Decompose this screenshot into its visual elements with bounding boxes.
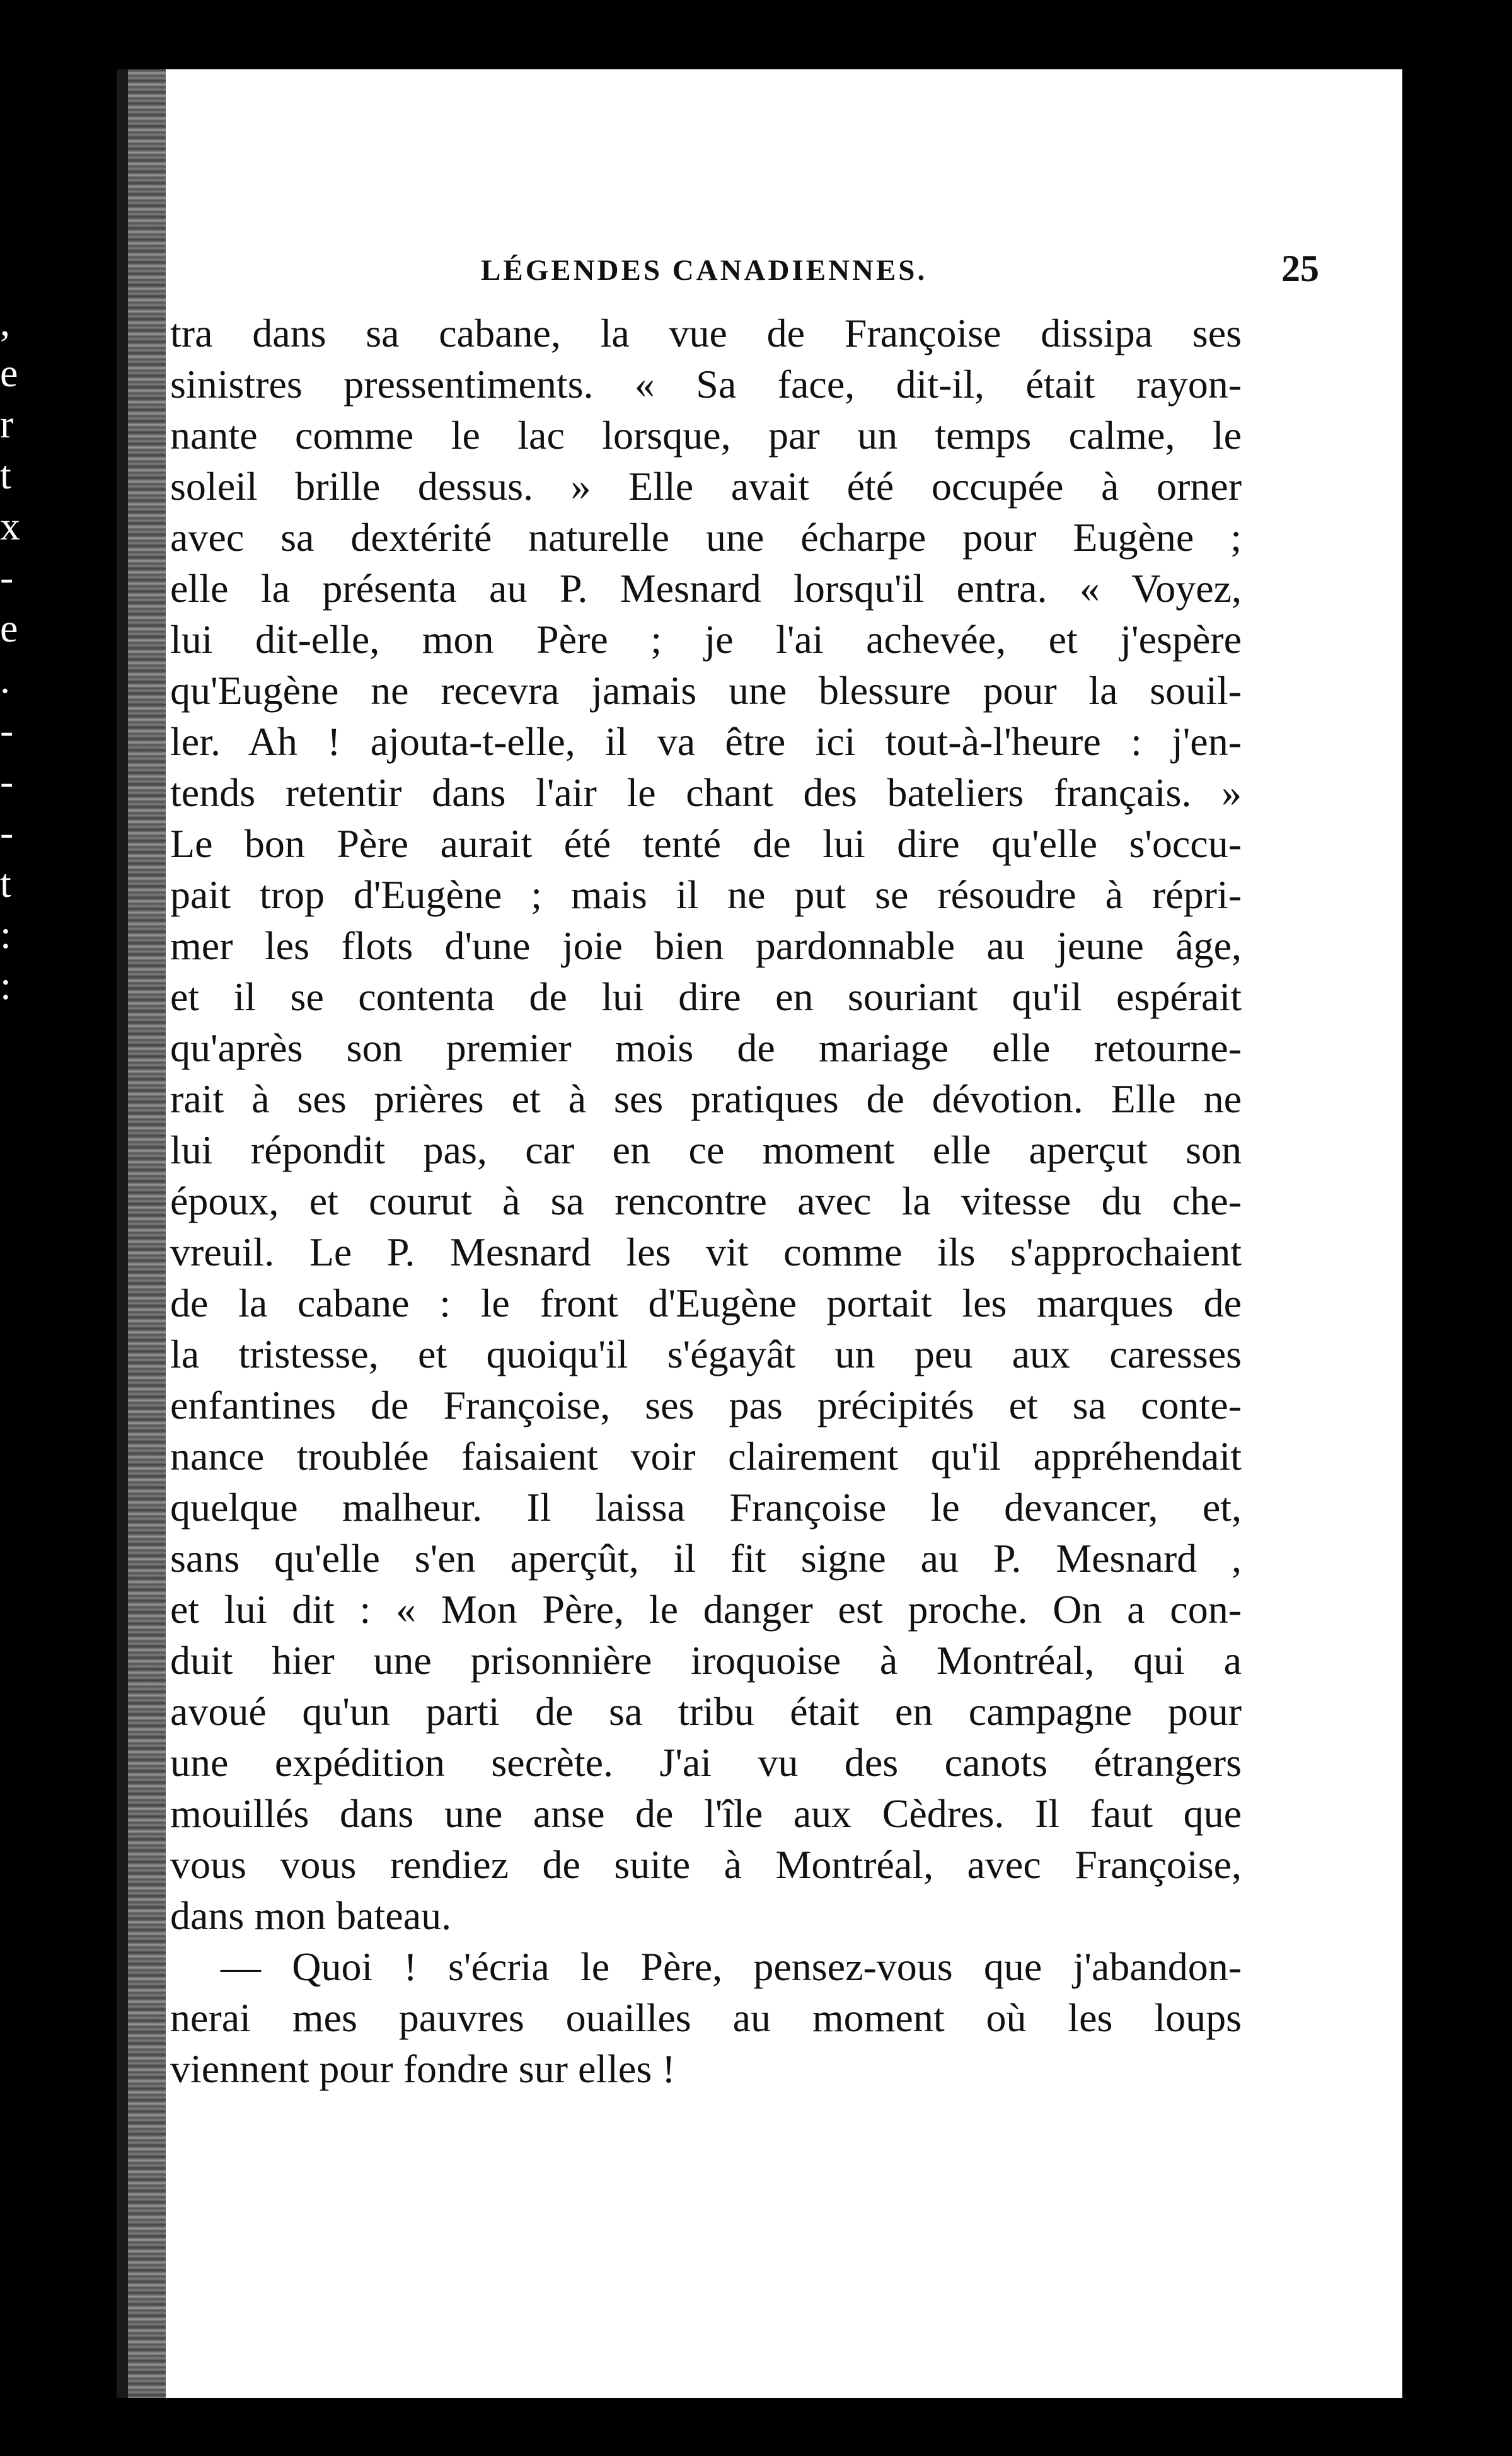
- text-line: rait à ses prières et à ses pratiques de dévotion. Elle ne: [170, 1076, 1242, 1121]
- facing-page-fragment: -: [0, 810, 14, 855]
- facing-page-fragment: e: [0, 350, 18, 395]
- facing-page-fragment: :: [0, 963, 11, 1008]
- text-line: nance troublée faisaient voir clairement qu'il appréhendait: [170, 1434, 1242, 1479]
- text-line: lui répondit pas, car en ce moment elle aperçut son: [170, 1127, 1242, 1172]
- text-line: ler. Ah ! ajouta-t-elle, il va être ici tout-à-l'heure : j'en-: [170, 719, 1242, 764]
- facing-page-fragment: -: [0, 555, 14, 599]
- facing-page-fragment: r: [0, 401, 14, 446]
- text-line: nerai mes pauvres ouailles au moment où les loups: [170, 1995, 1242, 2040]
- text-line: mouillés dans une anse de l'île aux Cèdres. Il faut que: [170, 1791, 1242, 1836]
- facing-page-fragment: :: [0, 912, 11, 957]
- text-line: une expédition secrète. J'ai vu des canots étrangers: [170, 1740, 1242, 1785]
- text-line: soleil brille dessus. » Elle avait été occupée à orner: [170, 464, 1242, 509]
- body-text: [170, 308, 1242, 2094]
- facing-page-fragment: t: [0, 453, 11, 497]
- text-line: de la cabane : le front d'Eugène portait les marques de: [170, 1281, 1242, 1325]
- text-line: dans mon bateau.: [170, 1893, 452, 1938]
- text-line: quelque malheur. Il laissa Françoise le devancer, et,: [170, 1485, 1242, 1530]
- text-line: viennent pour fondre sur elles !: [170, 2046, 676, 2091]
- book-page: [117, 69, 1402, 2398]
- text-line: qu'après son premier mois de mariage elle retourne-: [170, 1025, 1242, 1070]
- text-line: Le bon Père aurait été tenté de lui dire qu'elle s'occu-: [170, 821, 1242, 866]
- facing-page-fragment: x: [0, 504, 20, 548]
- facing-page-fragment: .: [0, 657, 10, 701]
- text-line: sinistres pressentiments. « Sa face, dit-il, était rayon-: [170, 362, 1242, 406]
- text-line: elle la présenta au P. Mesnard lorsqu'il entra. « Voyez,: [170, 566, 1242, 611]
- text-line: et il se contenta de lui dire en souriant qu'il espérait: [170, 974, 1242, 1019]
- facing-page-fragment: ,: [0, 299, 10, 344]
- text-line: pait trop d'Eugène ; mais il ne put se résoudre à répri-: [170, 872, 1242, 917]
- facing-page-fragment: -: [0, 708, 14, 752]
- text-line: tends retentir dans l'air le chant des bateliers français. »: [170, 770, 1242, 815]
- text-line: enfantines de Françoise, ses pas précipités et sa conte-: [170, 1383, 1242, 1427]
- text-line: qu'Eugène ne recevra jamais une blessure pour la souil-: [170, 668, 1242, 713]
- text-line: sans qu'elle s'en aperçût, il fit signe au P. Mesnard ,: [170, 1536, 1242, 1581]
- text-line: vous vous rendiez de suite à Montréal, avec Françoise,: [170, 1842, 1242, 1887]
- text-line: avec sa dextérité naturelle une écharpe pour Eugène ;: [170, 515, 1242, 560]
- facing-page-margin: [0, 296, 69, 1116]
- text-line: lui dit-elle, mon Père ; je l'ai achevée, et j'espère: [170, 617, 1242, 662]
- text-line: nante comme le lac lorsque, par un temps calme, le: [170, 413, 1242, 458]
- text-line: vreuil. Le P. Mesnard les vit comme ils s'approchaient: [170, 1230, 1242, 1274]
- text-line: la tristesse, et quoiqu'il s'égayât un peu aux caresses: [170, 1332, 1242, 1376]
- text-line: mer les flots d'une joie bien pardonnable au jeune âge,: [170, 923, 1242, 968]
- facing-page-fragment: -: [0, 759, 14, 804]
- text-line: époux, et courut à sa rencontre avec la vitesse du che-: [170, 1179, 1242, 1223]
- text-line: duit hier une prisonnière iroquoise à Montréal, qui a: [170, 1638, 1242, 1683]
- text-line: avoué qu'un parti de sa tribu était en campagne pour: [170, 1689, 1242, 1734]
- running-head: LÉGENDES CANADIENNES.: [481, 254, 928, 287]
- text-line: et lui dit : « Mon Père, le danger est proche. On a con-: [170, 1587, 1242, 1632]
- text-line: — Quoi ! s'écria le Père, pensez-vous que j'abandon-: [221, 1944, 1242, 1989]
- page-number: 25: [1281, 248, 1319, 289]
- facing-page-fragment: t: [0, 861, 11, 906]
- facing-page-fragment: e: [0, 606, 18, 650]
- text-line: tra dans sa cabane, la vue de Françoise dissipa ses: [170, 311, 1242, 355]
- binding-gutter-shadow: [128, 69, 166, 2398]
